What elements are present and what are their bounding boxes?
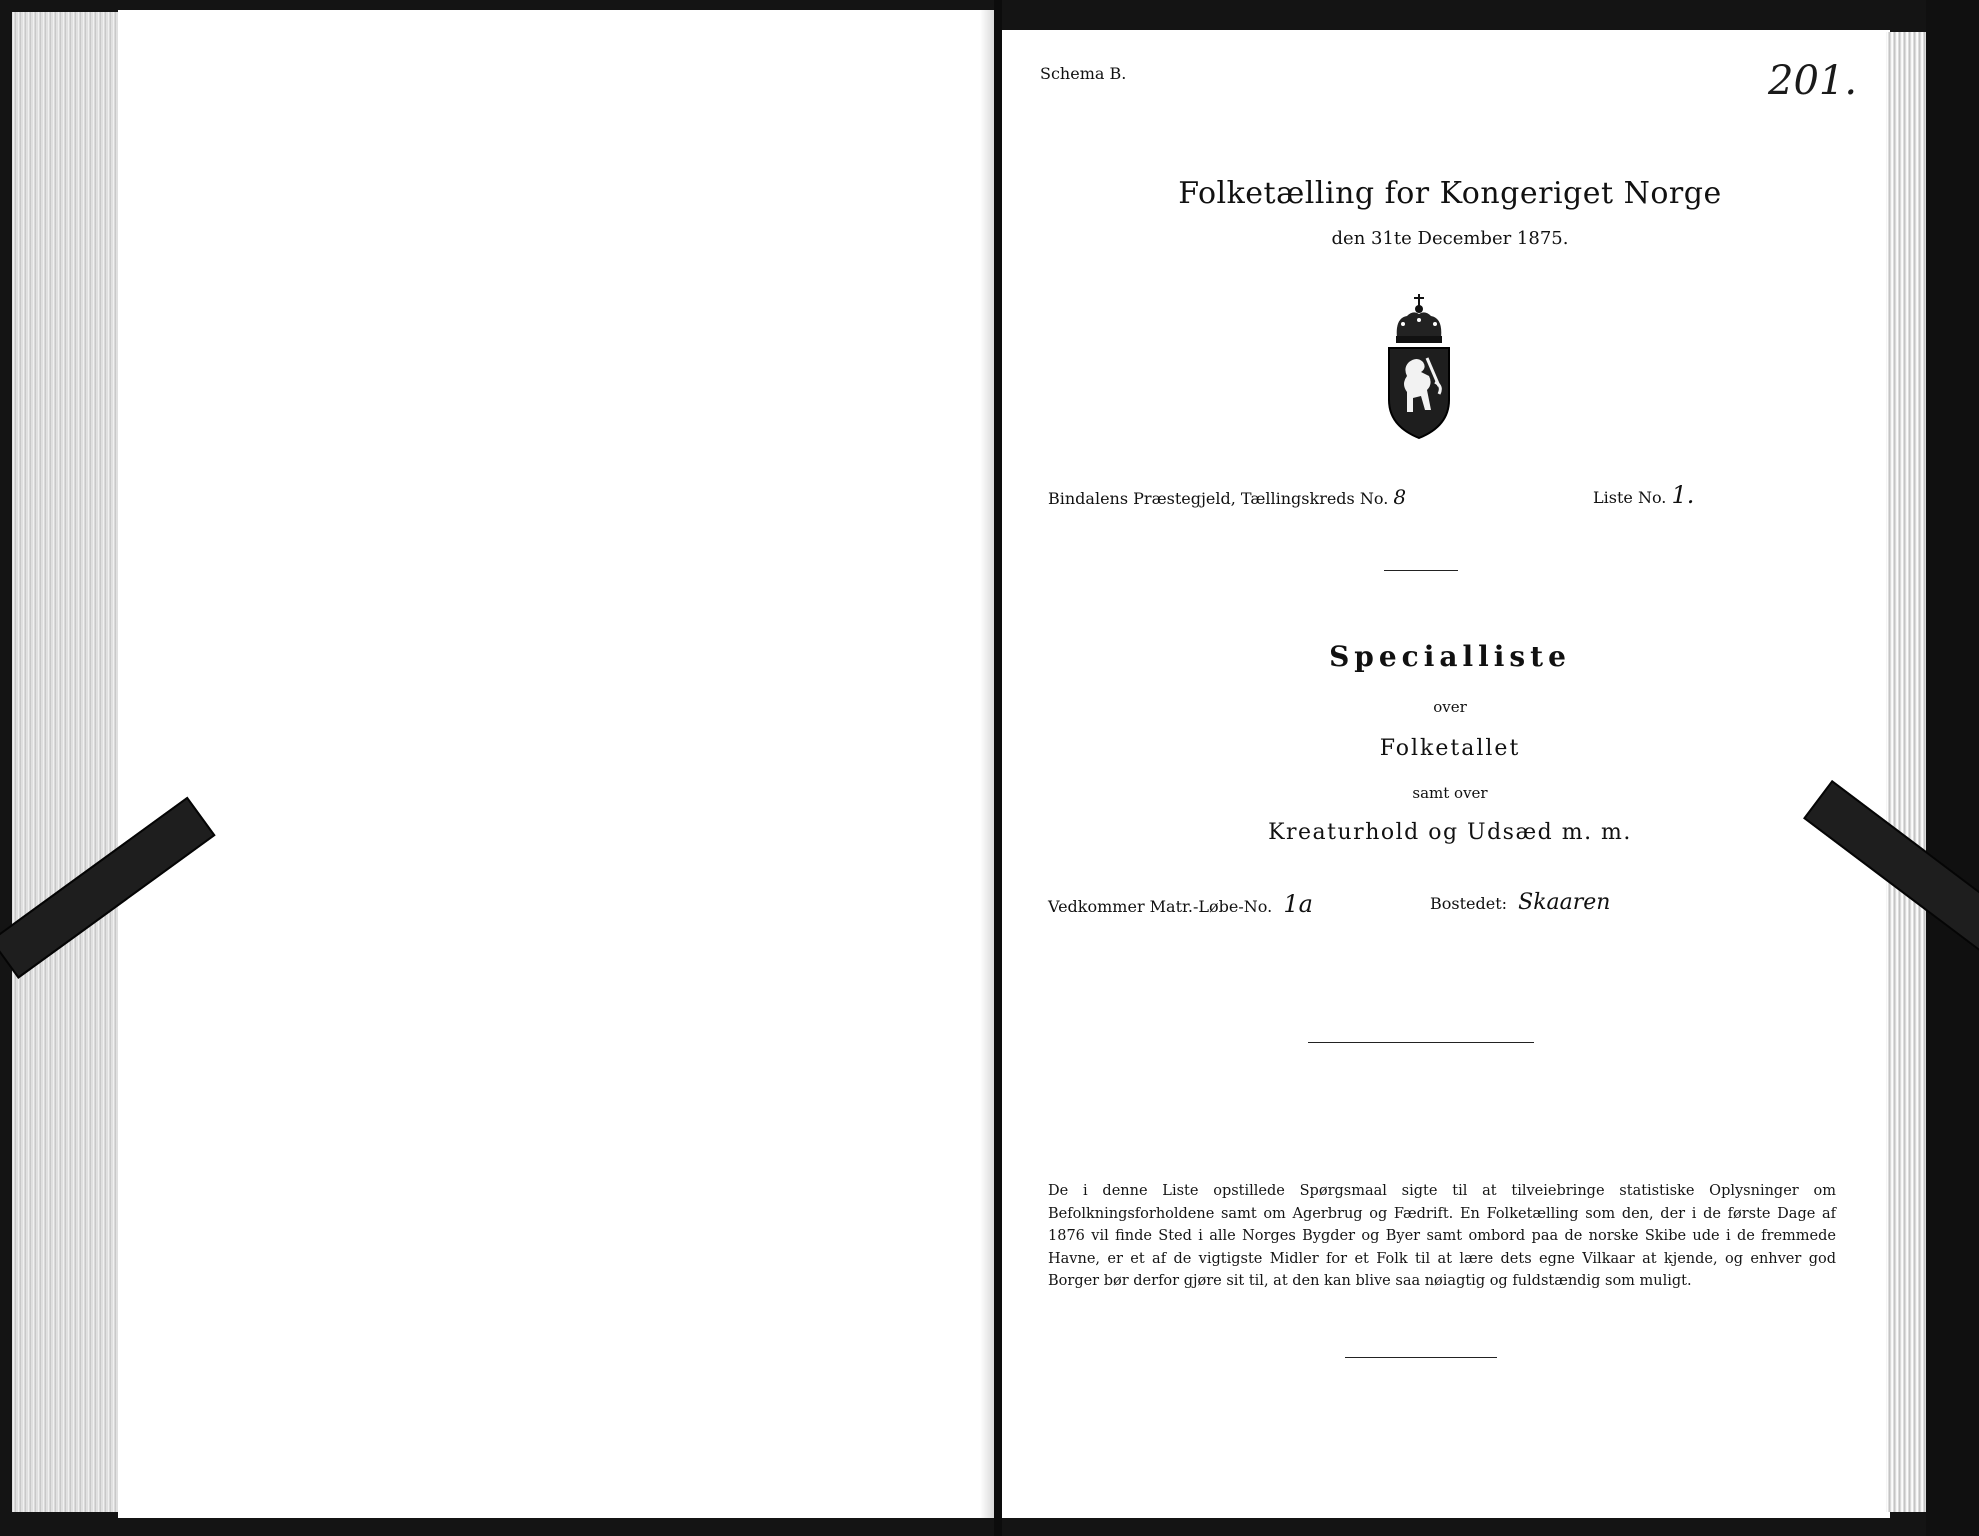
bosted-label: Bostedet: (1430, 894, 1508, 913)
matrikkel-line (1048, 890, 1313, 918)
divider-rule (1384, 570, 1458, 571)
explanatory-paragraph (1048, 1180, 1836, 1293)
folketallet-heading: Folketallet (1379, 736, 1521, 761)
bosted-line (1430, 890, 1610, 915)
census-date: den 31te December 1875. (1331, 228, 1569, 249)
right-page-edges (1886, 32, 1928, 1512)
census-title: Folketælling for Kongeriget Norge (1178, 176, 1722, 211)
district-line (1048, 485, 1406, 509)
paragraph-text: De i denne Liste opstillede Spørgsmaal sigte til at tilveiebringe statistiske Oplysninger om Befolkningsforholdene samt om Agerbrug og Fædrift. En Folketælling som den, der i de første Dage af 1876 vil finde Sted i alle Norges Bygder og Byer samt ombord paa de norske Skibe ude i de fremmede Havne, er et af de vigtigste Midler for et Folk til at lære dets egne Vilkaar at kjende, og enhver god Borger bør derfor gjøre sit til, at den kan blive saa nøiagtig og fuldstændig som muligt. (1048, 1183, 1836, 1289)
divider-rule (1308, 1042, 1534, 1043)
left-page-edges (12, 12, 122, 1512)
district-number: 8 (1393, 485, 1407, 509)
right-page (1002, 30, 1890, 1518)
matrikkel-label: Vedkommer Matr.-Løbe-No. (1048, 897, 1273, 916)
page-number: 201. (1768, 58, 1858, 104)
liste-line (1593, 481, 1694, 509)
left-page (118, 10, 994, 1518)
over-text: over (1433, 698, 1467, 716)
liste-number: 1. (1671, 481, 1695, 509)
right-background (1926, 0, 1979, 1536)
norwegian-coat-of-arms-icon (1383, 292, 1455, 440)
divider-rule (1345, 1357, 1497, 1358)
liste-label: Liste No. (1593, 488, 1667, 507)
district-label: Bindalens Præstegjeld, Tællingskreds No. (1048, 489, 1389, 508)
book-gutter (994, 0, 1002, 1536)
schema-label: Schema B. (1040, 64, 1127, 83)
matrikkel-value: 1a (1283, 890, 1313, 918)
bosted-value: Skaaren (1518, 890, 1611, 915)
samt-over-text: samt over (1412, 784, 1488, 802)
kreaturhold-heading: Kreaturhold og Udsæd m. m. (1268, 820, 1632, 845)
specialliste-heading: Specialliste (1329, 640, 1571, 673)
